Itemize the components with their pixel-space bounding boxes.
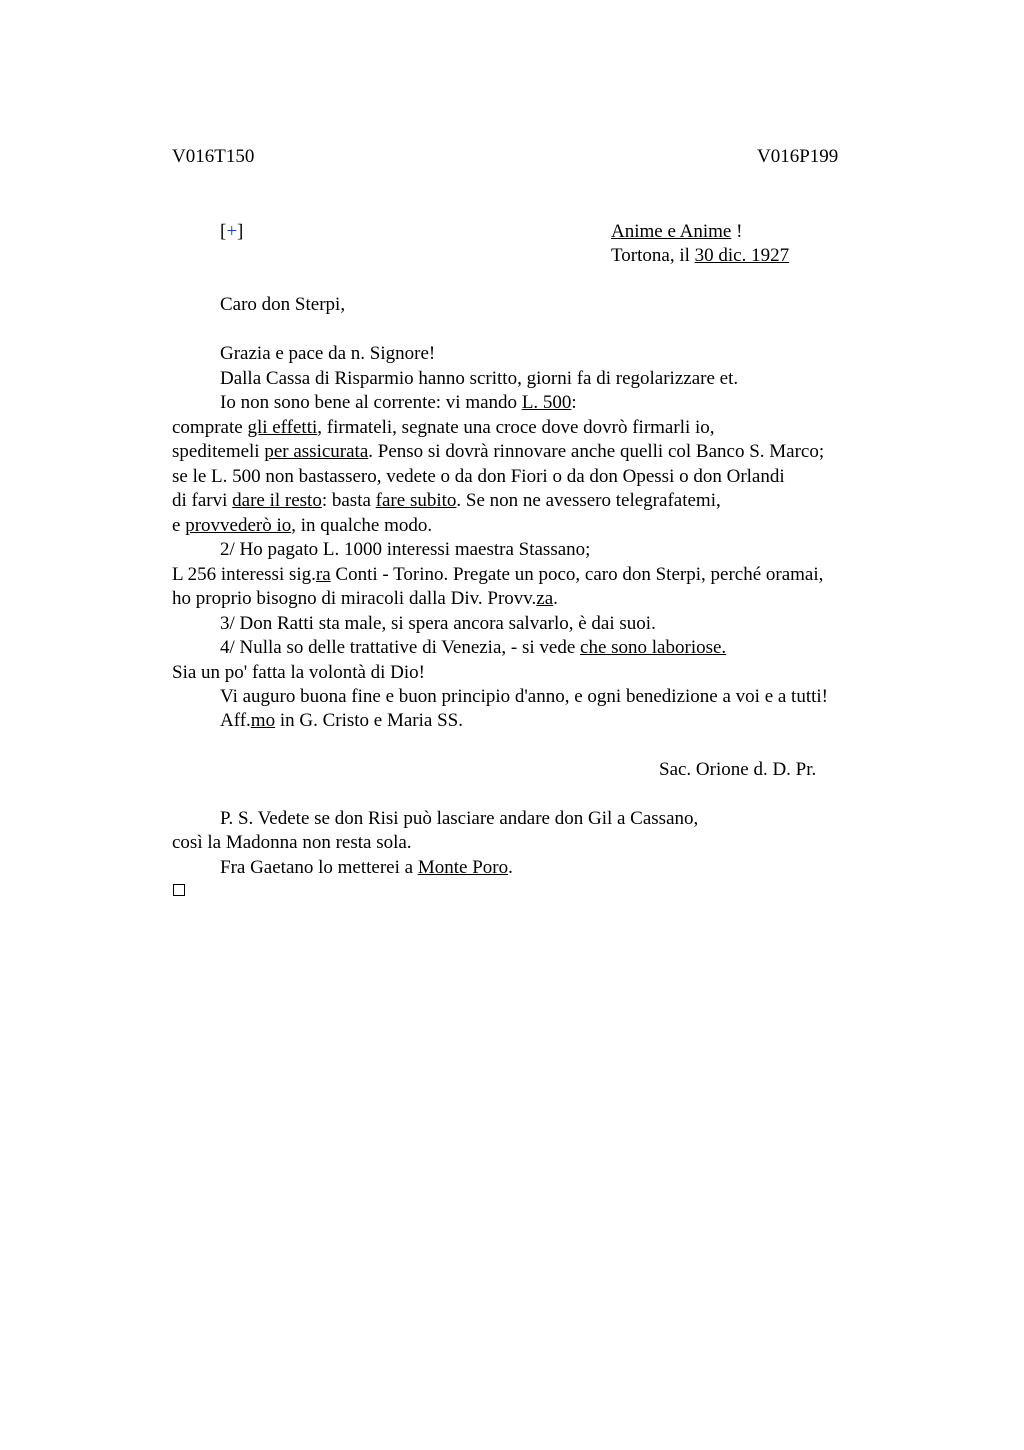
text-run: speditemeli (172, 441, 265, 462)
text-run: , in qualche modo. (291, 515, 433, 536)
body-line-3 (220, 391, 577, 415)
underlined-run: dare il resto (232, 490, 322, 511)
underlined-run: fare subito (375, 490, 457, 511)
text-run: : basta (321, 490, 376, 511)
letter-date: 30 dic. 1927 (694, 245, 790, 266)
place-date (611, 244, 789, 268)
cross-marker (220, 220, 243, 244)
underlined-run: za (536, 588, 554, 609)
text-run: in G. Cristo e Maria SS. (275, 710, 463, 731)
text-run: comprate (172, 417, 248, 438)
text-run: di farvi (172, 490, 233, 511)
signature: Sac. Orione d. D. Pr. (659, 759, 817, 780)
document-code-right: V016P199 (757, 146, 839, 167)
salutation: Caro don Sterpi, (220, 294, 346, 315)
place-prefix: Tortona, il (611, 245, 695, 266)
motto-suffix: ! (731, 221, 743, 242)
document-code-left: V016T150 (172, 146, 255, 167)
text-run: . (508, 857, 513, 878)
body-line-13 (220, 636, 726, 660)
cross-bracket-close: ] (237, 221, 244, 242)
postscript-line-3 (220, 856, 513, 880)
end-square-icon (173, 884, 185, 896)
text-run: Aff. (220, 710, 251, 731)
body-line-15: Vi auguro buona fine e buon principio d'anno, e ogni benedizione a voi e a tutti! (220, 686, 828, 707)
text-run: 4/ Nulla so delle trattative di Venezia, - si vede (220, 637, 581, 658)
text-run: Conti - Torino. Pregate un poco, caro don Sterpi, perché oramai, (330, 564, 824, 585)
text-run: L 256 interessi sig. (172, 564, 316, 585)
body-line-11 (172, 587, 558, 611)
body-line-14: Sia un po' fatta la volontà di Dio! (172, 662, 426, 683)
body-line-4 (172, 416, 715, 440)
body-line-8 (172, 514, 432, 538)
body-line-6: se le L. 500 non bastassero, vedete o da don Fiori o da don Opessi o don Orlandi (172, 466, 785, 487)
underlined-run: ra (315, 564, 331, 585)
cross-symbol: + (226, 221, 238, 242)
body-line-7 (172, 489, 721, 513)
underlined-run: per assicurata (264, 441, 369, 462)
motto-text: Anime e Anime (611, 221, 732, 242)
motto (611, 220, 742, 244)
text-run: . (553, 588, 558, 609)
underlined-run: gli effetti (247, 417, 318, 438)
text-run: . Se non ne avessero telegrafatemi, (456, 490, 721, 511)
postscript-line-2: così la Madonna non resta sola. (172, 832, 412, 853)
text-run: Io non sono bene al corrente: vi mando (220, 392, 522, 413)
body-line-10 (172, 563, 823, 587)
body-line-5 (172, 440, 824, 464)
underlined-run: provvederò io (185, 515, 292, 536)
postscript-line-1: P. S. Vedete se don Risi può lasciare andare don Gil a Cassano, (220, 808, 699, 829)
body-line-9: 2/ Ho pagato L. 1000 interessi maestra Stassano; (220, 539, 591, 560)
body-line-12: 3/ Don Ratti sta male, si spera ancora salvarlo, è dai suoi. (220, 613, 656, 634)
text-run: e (172, 515, 186, 536)
text-run: ho proprio bisogno di miracoli dalla Div. Provv. (172, 588, 537, 609)
text-run: Fra Gaetano lo metterei a (220, 857, 418, 878)
underlined-run: mo (250, 710, 276, 731)
text-run: : (571, 392, 577, 413)
underlined-run: L. 500 (521, 392, 572, 413)
underlined-run: che sono laboriose. (580, 637, 727, 658)
text-run: . Penso si dovrà rinnovare anche quelli col Banco S. Marco; (368, 441, 825, 462)
text-run: , firmateli, segnate una croce dove dovrò firmarli io, (317, 417, 715, 438)
cross-bracket-open: [ (220, 221, 227, 242)
body-line-16 (220, 709, 463, 733)
body-line-2: Dalla Cassa di Risparmio hanno scritto, giorni fa di regolarizzare et. (220, 368, 739, 389)
body-line-1: Grazia e pace da n. Signore! (220, 343, 436, 364)
underlined-run: Monte Poro (417, 857, 509, 878)
